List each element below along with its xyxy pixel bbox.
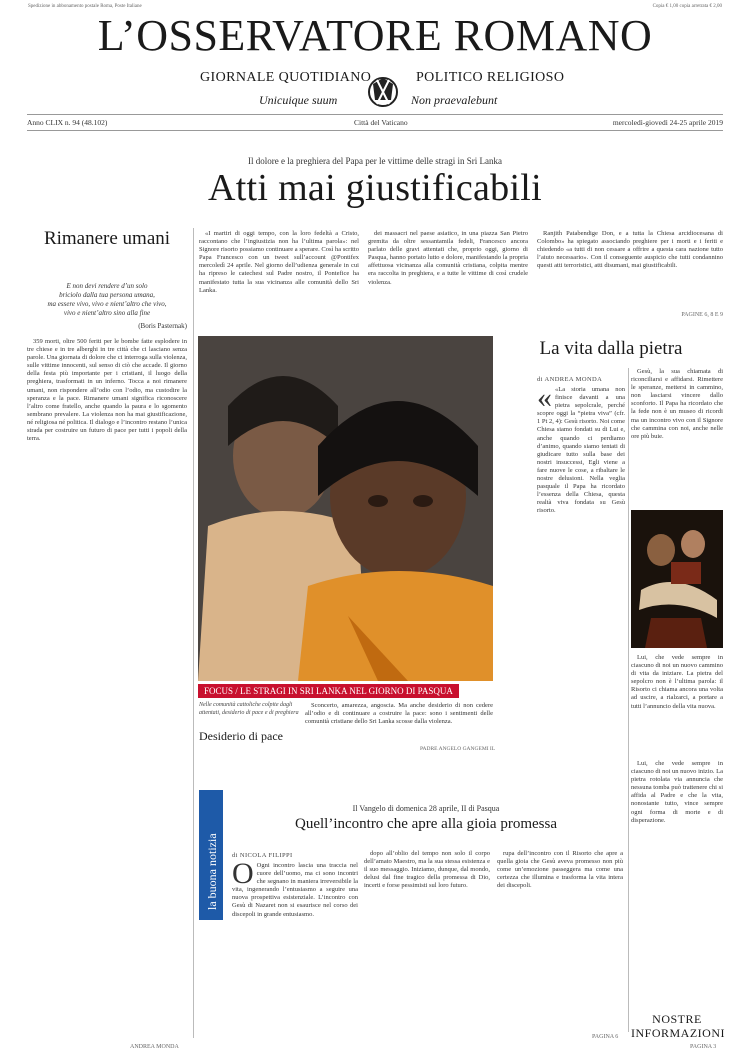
issue-date: mercoledì-giovedì 24-25 aprile 2019 — [612, 118, 723, 127]
headline-kicker: Il dolore e la preghiera del Papa per le vittime delle stragi in Sri Lanka — [248, 156, 502, 166]
gospel-col-2 — [364, 850, 490, 1040]
footer-author: ANDREA MONDA — [130, 1044, 179, 1050]
poem-line: E non devi rendere d’un solo — [66, 282, 148, 290]
photo-sub-ref: PADRE ANGELO GANGEMI IL — [420, 746, 496, 752]
editorial-title: Rimanere umani — [43, 228, 171, 249]
right-article-title: La vita dalla pietra — [539, 338, 683, 359]
poem-line: briciolo dalla tua persona umana, — [59, 291, 155, 299]
subtitle-right: POLITICO RELIGIOSO — [416, 70, 565, 85]
right-text-1: «La storia umana non finisce davanti a una pietra sepolcrale, perché scopre oggi la “pietra viva” (cfr. 1 Pt 2, 4): Gesù risorto. Noi come Chiesa siamo fondati su di Lui e, anche quando ci perdiamo d’animo, quando siamo tentati di giudicare tutto sulla base dei nostri insuccessi, Egli viene a fare nuove le cose, a ribaltare le nostre delusioni. Nella veglia pasquale il Papa ha ricordato l’essenza della Chiesa, questa realtà viva fondata su Gesù risorto. — [537, 386, 625, 515]
gospel-text-3: rupa dell’incontro con il Risorto che apre a quella gioia che Gesù aveva promesso non più come un’emozione passeggera ma come una certezza che illumina e trasforma la vita intera dei discepoli. — [497, 850, 623, 890]
header-rule-top — [27, 114, 723, 115]
editorial-body — [27, 338, 187, 1036]
main-photo — [198, 336, 493, 681]
gospel-title: Quell’incontro che apre alla gioia promessa — [295, 816, 557, 832]
right-text-2: Gesù, la sua chiamata di riconciliarsi e affidarsi. Rimettere le speranze, mettersi in cammino, non lasciarsi vincere dallo sconforto. Il Papa ha ricordato che la fede non è un museo di ricordi ma un incontro vivo con il Signore che cammina con noi, anche nelle ore più buie. — [631, 368, 723, 440]
gospel-text-2: dopo all’oblio del tempo non solo il corpo dell’amato Maestro, ma la sua stessa esistenza e il suo messaggio. Iniziamo, dunque, dal mondo, delusi dal fine tragico della promessa di Dio, incerti e forse pessimisti sul loro futuro. — [364, 850, 490, 890]
poem-author: (Boris Pasternak) — [138, 322, 187, 330]
right-text-3: Lui, che vede sempre in ciascuno di noi un nuovo cammino di vita da iniziare. La pietra del sepolcro non è l’ultima parola: il Risorto ci chiama ancora una volta ad uscire, a rialzarci, a portare a tutti l’annuncio della vita nuova. — [631, 654, 723, 710]
dropcap: O — [232, 862, 254, 890]
right-article-col-3 — [631, 654, 723, 752]
buona-notizia-label: la buona notizia — [205, 833, 219, 910]
gospel-text-1: Ogni incontro lascia una traccia nel cuore dell’uomo, ma ci sono incontri che segnano in maniera irreversibile la vita, ingenerando l’entusiasmo a seguire una nuova prospettiva esistenziale. L’incontro con Gesù di Nazaret non si esaurisce nel corso dei discepoli in grande entusiasmo. — [232, 862, 358, 918]
column-divider — [628, 368, 629, 1032]
motto-right: Non praevalebunt — [411, 93, 498, 107]
editorial-text: 359 morti, oltre 500 feriti per le bombe fatte esplodere in tre chiese e in tre alberghi in tre città che ci lasciano senza parole. Una giornata di dolore che ci interroga sulla violenza, sulle vittime innocenti, sul senso di ciò che accade. Il giorno della festa più importante per i cristiani, il luogo della preghiera, trasformati in un inferno. Tocca a noi rimanere umani, non rispondere all’odio con l’odio, ma custodire la speranza e la pace. Rimanere umani significa riconoscere l’altro come fratello, anche quando la paura e lo sgomento sembrano prevalere. La violenza non ha mai giustificazione, né religiosa né politica. Il dialogo e l’incontro restano l’unica strada per costruire un futuro di pace per tutti i popoli della terra. — [27, 338, 187, 443]
focus-caption: FOCUS / LE STRAGI IN SRI LANKA NEL GIORNO DI PASQUA — [198, 684, 459, 698]
footer-page: PAGINA 3 — [690, 1044, 717, 1050]
right-bottom-text: Lui, che vede sempre in ciascuno di noi un nuovo inizio. La pietra rotolata via annuncia che nessuna tomba può trattenere chi si affida al Padre e che la vita, nonostante tutto, vince sempre ogni forma di morte e di disperazione. — [631, 760, 723, 824]
dropcap: « — [537, 386, 552, 414]
photo-sub-paragraph: Sconcerto, amarezza, angoscia. Ma anche desiderio di non cedere all’odio e di continuare a costruire la pace: sono i sentimenti delle comunità cristiane dello Sri Lanka scosse dalla violenza. — [305, 702, 493, 726]
lead-col-2 — [368, 230, 528, 330]
issue-number: Anno CLIX n. 94 (48.102) — [27, 118, 108, 127]
lead-col-3 — [537, 230, 723, 310]
lead-text-2: dei massacri nel paese asiatico, in una piazza San Pietro gremita da oltre sessantamila fedeli, Francesco ancora parlato delle gravi attentati che, proprio oggi, giorno di Pasqua, hanno portato lutto e dolore, manifestando la propria affettuosa vicinanza alla comunità cristiana, colpita mentre era raccolta in preghiera, e a tutte le vittime di così crudele violenza. — [368, 230, 528, 286]
lead-continued: PAGINE 6, 8 E 9 — [681, 312, 723, 318]
poem-line: vivo e nient’altro sino alla fine — [63, 309, 151, 317]
gospel-col-3 — [497, 850, 623, 1030]
masthead: L’OSSERVATORE ROMANO — [97, 11, 653, 60]
gospel-kicker: Il Vangelo di domenica 28 aprile, II di Pasqua — [352, 804, 500, 813]
gospel-continued: PAGINA 6 — [592, 1034, 619, 1040]
nostre-informazioni-title: NOSTRE INFORMAZIONI — [631, 1012, 725, 1040]
right-bottom-col — [631, 760, 723, 1010]
photo-sub-text — [305, 702, 493, 742]
city: Città del Vaticano — [354, 118, 408, 127]
header-rule-bottom — [27, 130, 723, 131]
subtitle-left: GIORNALE QUOTIDIANO — [200, 70, 372, 85]
gospel-byline: di NICOLA FILIPPI — [232, 852, 293, 859]
photo-sub-title: Desiderio di pace — [199, 729, 283, 743]
top-right-note: Copia € 1,00 copia arretrata € 2,00 — [652, 4, 722, 9]
poem-line: ma essere vivo, vivo e nient’altro che vivo, — [47, 300, 167, 308]
column-divider — [193, 228, 194, 1038]
painting-photo — [631, 510, 723, 648]
right-article-col-2 — [631, 368, 723, 504]
editorial-poem — [27, 282, 187, 318]
papal-emblem-icon — [363, 72, 403, 112]
deposition-painting-icon — [631, 510, 723, 648]
lead-col-1 — [199, 230, 359, 330]
main-headline: Atti mai giustificabili — [207, 167, 543, 209]
photo-sub-left: Nelle comunità cattoliche colpite dagli attentati, desiderio di pace e di preghiera — [199, 702, 299, 716]
right-article-byline: di ANDREA MONDA — [537, 376, 603, 383]
motto-left: Unicuique suum — [259, 93, 338, 107]
gospel-col-1 — [232, 862, 358, 1040]
right-article-col-1 — [537, 386, 625, 752]
lead-text-1: «I martiri di oggi tempo, con la loro fedeltà a Cristo, raccontano che l’ingiustizia non ha l’ultima parola»: nel Signore risorto possiamo continuare a sperare. Così ha scritto Papa Francesco con un tweet sull’account @Pontifex mercoledì 24 aprile. Nel giorno dell’udienza generale in cui ha ripreso le catechesi sul Padre nostro, il Pontefice ha manifestato tutta la sua vicinanza alle comunità dello Sri Lanka. — [199, 230, 359, 294]
mourning-women-photo-icon — [198, 336, 493, 681]
top-left-note: Spedizione in abbonamento postale Roma, Poste Italiane — [28, 4, 142, 9]
lead-text-3: Ranjith Patabendige Don, e a tutta la Chiesa arcidiocesana di Colombo» ha spiegato associando preghiere per i morti e i feriti e chiedendo «a tutti di non cessare a offrire a questa cara nazione tutto l’aiuto necessario». Con il conseguente auspicio che tutti condannino questi atti terroristici, atti disumani, mai giustificabili. — [537, 230, 723, 270]
